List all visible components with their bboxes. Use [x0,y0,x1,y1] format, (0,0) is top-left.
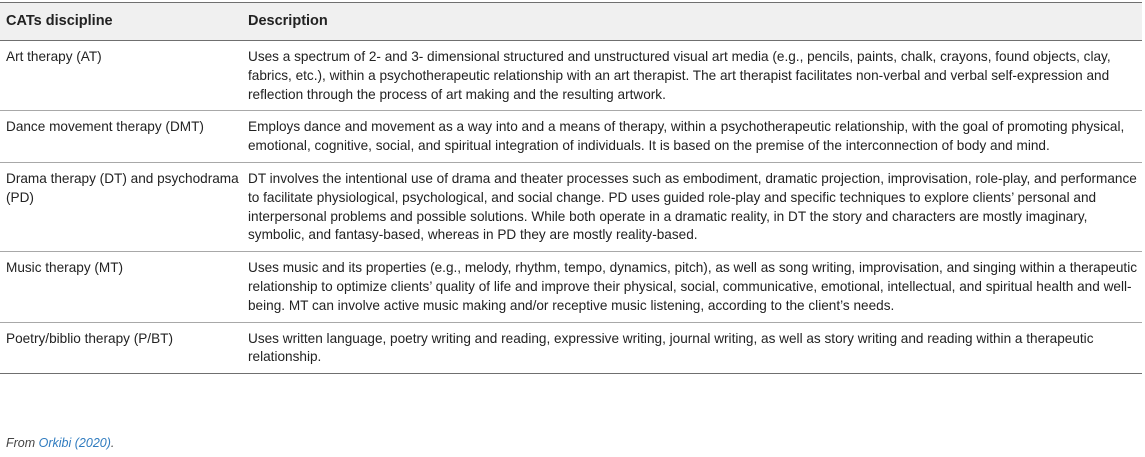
table-body [0,41,1142,374]
source-suffix: . [110,436,115,450]
source-citation-link[interactable]: Orkibi (2020) [38,436,111,450]
cell-description: Uses a spectrum of 2- and 3- dimensional structured and unstructured visual art media (e.g., pencils, paints, chalk, crayons, found objects, clay, fabrics, etc.), within a psychotherapeutic relationship with an art therapist. The art therapist facilitates non-verbal and verbal self-expression and reflection through the process of art making and the resulting artwork. [247,41,1142,111]
cell-description: Uses music and its properties (e.g., melody, rhythm, tempo, dynamics, pitch), as well as song writing, improvisation, and singing within a therapeutic relationship to optimize clients’ quality of life and improve their physical, social, communicative, emotional, intellectual, and spiritual health and well-being. MT can involve active music making and/or receptive music listening, according to the client’s needs. [247,252,1142,322]
cats-table [0,2,1142,374]
header-row [0,3,1142,41]
cell-description: Employs dance and movement as a way into and a means of therapy, within a psychotherapeutic relationship, with the goal of promoting physical, emotional, cognitive, social, and spiritual integration of individuals. It is based on the premise of the interconnection of body and mind. [247,111,1142,163]
table-header [0,3,1142,41]
table-source-note [6,436,114,450]
cell-description: DT involves the intentional use of drama and theater processes such as embodiment, dramatic projection, improvisation, role-play, and performance to facilitate physiological, psychological, and social change. PD uses guided role-play and specific techniques to explore clients’ personal and interpersonal problems and possible solutions. While both operate in a dramatic reality, in DT the story and characters are mostly imaginary, symbolic, and fantasy-based, whereas in PD they are mostly reality-based. [247,162,1142,251]
cell-discipline: Drama therapy (DT) and psychodrama (PD) [0,162,247,251]
cell-discipline: Music therapy (MT) [0,252,247,322]
header-discipline: CATs discipline [0,3,247,41]
cell-description: Uses written language, poetry writing and reading, expressive writing, journal writing, as well as story writing and reading within a therapeutic relationship. [247,322,1142,374]
cell-discipline: Poetry/biblio therapy (P/BT) [0,322,247,374]
table-row [0,41,1142,111]
table-row [0,322,1142,374]
table-row [0,111,1142,163]
cell-discipline: Art therapy (AT) [0,41,247,111]
cell-discipline: Dance movement therapy (DMT) [0,111,247,163]
header-description: Description [247,3,1142,41]
table-row [0,162,1142,251]
source-prefix: From [6,436,39,450]
table-row [0,252,1142,322]
